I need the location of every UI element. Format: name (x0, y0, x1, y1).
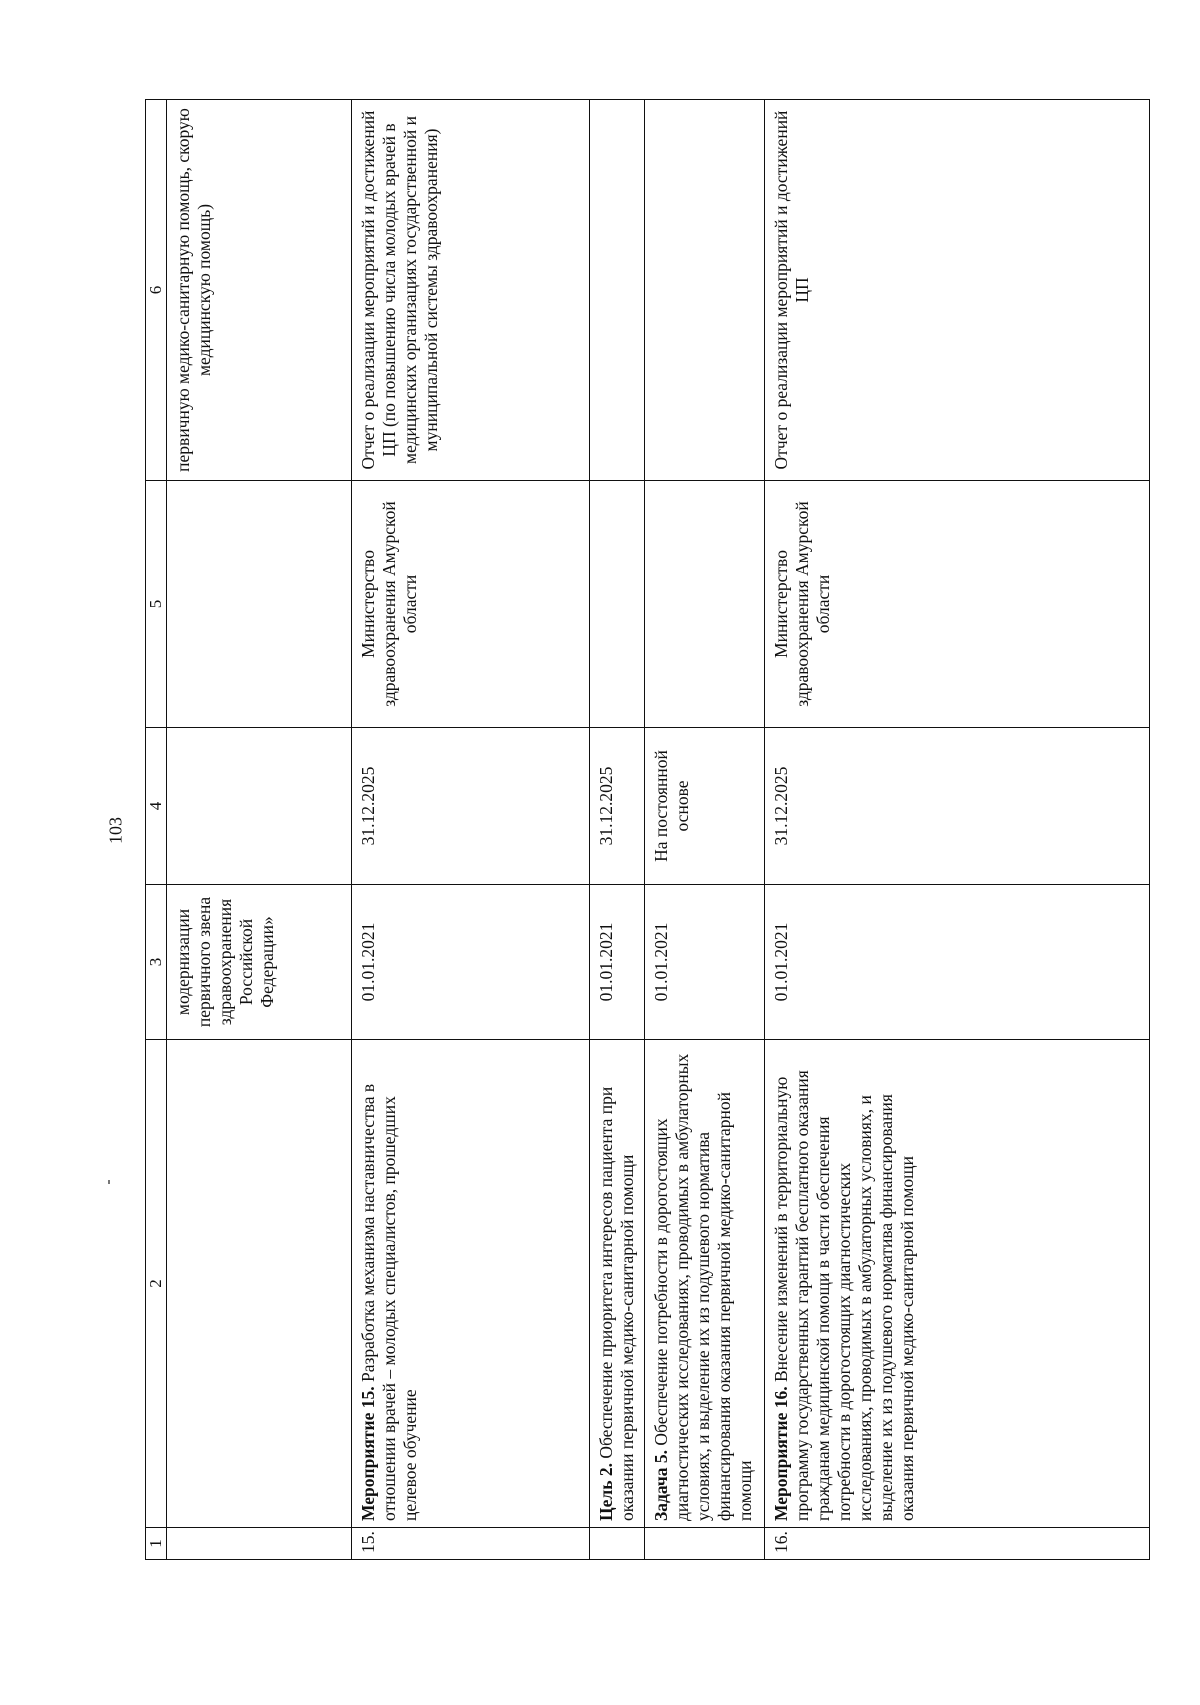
row-start: 01.01.2021 (352, 885, 590, 1040)
row-title (167, 1040, 352, 1528)
row-start: модернизации первичного звена здравоохранения Российской Федерации» (167, 885, 352, 1040)
row-executor (645, 481, 765, 728)
row-start: 01.01.2021 (765, 885, 1150, 1040)
row-title-bold: Цель 2. (596, 1463, 616, 1521)
table-row (645, 100, 765, 1560)
header-cell: 5 (146, 481, 167, 728)
row-title-text: Обеспечение потребности в дорогостоящих диагностических исследованиях, проводимых в амбулаторных условиях, и выделение их из подушевого норматива финансирования оказания первичной медико-санитарной помощи (651, 1053, 755, 1521)
row-title-bold: Мероприятие 15. (358, 1386, 378, 1521)
row-start: 01.01.2021 (645, 885, 765, 1040)
row-start: 01.01.2021 (590, 885, 645, 1040)
row-end (167, 728, 352, 885)
table-row (352, 100, 590, 1560)
row-executor (167, 481, 352, 728)
header-cell: 4 (146, 728, 167, 885)
row-title-text: Обеспечение приоритета интересов пациента при оказании первичной медико-санитарной помощи (596, 1086, 637, 1521)
row-end: На постоянной основе (645, 728, 765, 885)
header-cell: 1 (146, 1528, 167, 1560)
scan-artifact (108, 1180, 110, 1184)
header-cell: 3 (146, 885, 167, 1040)
header-cell: 2 (146, 1040, 167, 1528)
table-row (765, 100, 1150, 1560)
row-title-text: Разработка механизма наставничества в отношении врачей – молодых специалистов, прошедших целевое обучение (358, 1083, 420, 1521)
row-title (352, 1040, 590, 1528)
row-result: Отчет о реализации мероприятий и достижений ЦП (765, 100, 1150, 481)
row-executor (590, 481, 645, 728)
row-title-text: Внесение изменений в территориальную программу государственных гарантий бесплатного оказания гражданам медицинской помощи в части обеспечения потребности в дорогостоящих диагностических исследованиях, проводимых в амбулаторных условиях, и выделение их из подушевого норматива финансирования оказания первичной медико-санитарной помощи (771, 1070, 917, 1521)
row-executor: Министерство здравоохранения Амурской области (765, 481, 1150, 728)
header-cell: 6 (146, 100, 167, 481)
table-row (167, 100, 352, 1560)
row-number (645, 1528, 765, 1560)
row-title (590, 1040, 645, 1528)
row-executor: Министерство здравоохранения Амурской области (352, 481, 590, 728)
measures-table (145, 99, 1150, 1560)
row-title-bold: Задача 5. (651, 1449, 671, 1521)
table-row (590, 100, 645, 1560)
row-number (167, 1528, 352, 1560)
page-number: 103 (105, 817, 126, 844)
row-number: 15. (352, 1528, 590, 1560)
row-result (645, 100, 765, 481)
row-result: первичную медико-санитарную помощь, скорую медицинскую помощь) (167, 100, 352, 481)
rotated-table-wrapper (145, 100, 1150, 1560)
row-number (590, 1528, 645, 1560)
row-title (645, 1040, 765, 1528)
row-end: 31.12.2025 (590, 728, 645, 885)
header-row (146, 100, 167, 1560)
row-result (590, 100, 645, 481)
row-number: 16. (765, 1528, 1150, 1560)
row-result: Отчет о реализации мероприятий и достижений ЦП (по повышению числа молодых врачей в медицинских организациях государственной и муниципальной системы здравоохранения) (352, 100, 590, 481)
row-end: 31.12.2025 (352, 728, 590, 885)
row-title-bold: Мероприятие 16. (771, 1386, 791, 1521)
row-title (765, 1040, 1150, 1528)
row-end: 31.12.2025 (765, 728, 1150, 885)
